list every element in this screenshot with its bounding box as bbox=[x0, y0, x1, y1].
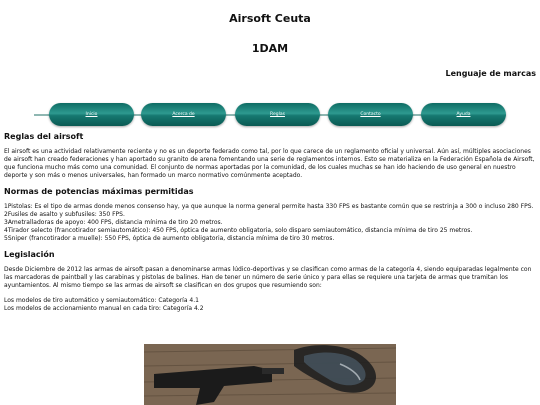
nav-item-label[interactable]: Inicio bbox=[85, 112, 98, 117]
power-list bbox=[4, 203, 536, 243]
subject-label: Lenguaje de marcas bbox=[445, 69, 536, 78]
nav-bar bbox=[0, 103, 540, 127]
law-category-line: Los modelos de tiro automático y semiautomático: Categoría 4.1 bbox=[4, 297, 199, 304]
law-heading: Legislación bbox=[4, 250, 55, 259]
power-line: 2Fusiles de asalto y subfusiles: 350 FPS. bbox=[4, 211, 125, 218]
airsoft-gear-image bbox=[144, 344, 396, 405]
nav-item-contacto[interactable] bbox=[328, 103, 413, 126]
nav-item-label[interactable]: Reglas bbox=[270, 112, 285, 117]
law-text: Desde Diciembre de 2012 las armas de airsoft pasan a denominarse armas lúdico-deportivas y se clasifican como armas de la categoría 4, siendo equiparadas legalmente con las marcadoras de paintball y las carabinas y pistolas de balines. Han de tener un número de serie único y para ellas se requiere una tarjeta de armas que tramitan los ayuntamientos. Al mismo tiempo se las armas de airsoft se clasifican en dos grupos que resumiendo son: bbox=[4, 266, 532, 289]
power-heading: Normas de potencias máximas permitidas bbox=[4, 187, 194, 196]
nav-item-label[interactable]: Ayuda bbox=[456, 112, 471, 117]
rules-heading: Reglas del airsoft bbox=[4, 132, 84, 141]
nav-item-reglas[interactable] bbox=[235, 103, 320, 126]
power-line: 4Tirador selecto (francotirador semiautomático): 450 FPS, óptica de aumento obligatoria, solo disparo semiautomático, distancia mínima de tiro 25 metros. bbox=[4, 227, 473, 234]
main-content bbox=[4, 132, 536, 320]
airsoft-photo bbox=[144, 344, 396, 405]
power-line: 3Ametralladoras de apoyo: 400 FPS, distancia mínima de tiro 20 metros. bbox=[4, 219, 223, 226]
law-category-line: Los modelos de accionamiento manual en cada tiro: Categoría 4.2 bbox=[4, 305, 204, 312]
nav-item-label[interactable]: Acerca de bbox=[172, 112, 195, 117]
nav-item-ayuda[interactable] bbox=[421, 103, 506, 126]
site-title: Airsoft Ceuta bbox=[229, 12, 311, 25]
course-subtitle: 1DAM bbox=[251, 42, 289, 55]
nav-item-inicio[interactable] bbox=[49, 103, 134, 126]
law-categories bbox=[4, 297, 536, 313]
nav-item-acerca-de[interactable] bbox=[141, 103, 226, 126]
rules-text: El airsoft es una actividad relativamente reciente y no es un deporte federado como tal, por lo que carece de un reglamento oficial y universal. Aún así, múltiples asociaciones de airsoft han creado federaciones y han aportado su granito de arena fomentando una serie de reglamentos internos. Esto se materializa en la Federación Española de Airsoft, que funciona mucho más como una comunidad. El conjunto de normas aportadas por la comunidad, de los cuales muchas se han ido haciendo de uso general en nuestro deporte y son más o menos universales, han formado un marco normativo comúnmente aceptado. bbox=[4, 148, 535, 179]
nav-item-label[interactable]: Contacto bbox=[360, 112, 381, 117]
power-line: 5Sniper (francotirador a muelle): 550 FPS, óptica de aumento obligatoria, distancia mínima de tiro 30 metros. bbox=[4, 235, 335, 242]
power-line: 1Pistolas: Es el tipo de armas donde menos consenso hay, ya que aunque la norma general permite hasta 330 FPS es bastante común que se restrinja a 300 o incluso 280 FPS. bbox=[4, 203, 534, 210]
